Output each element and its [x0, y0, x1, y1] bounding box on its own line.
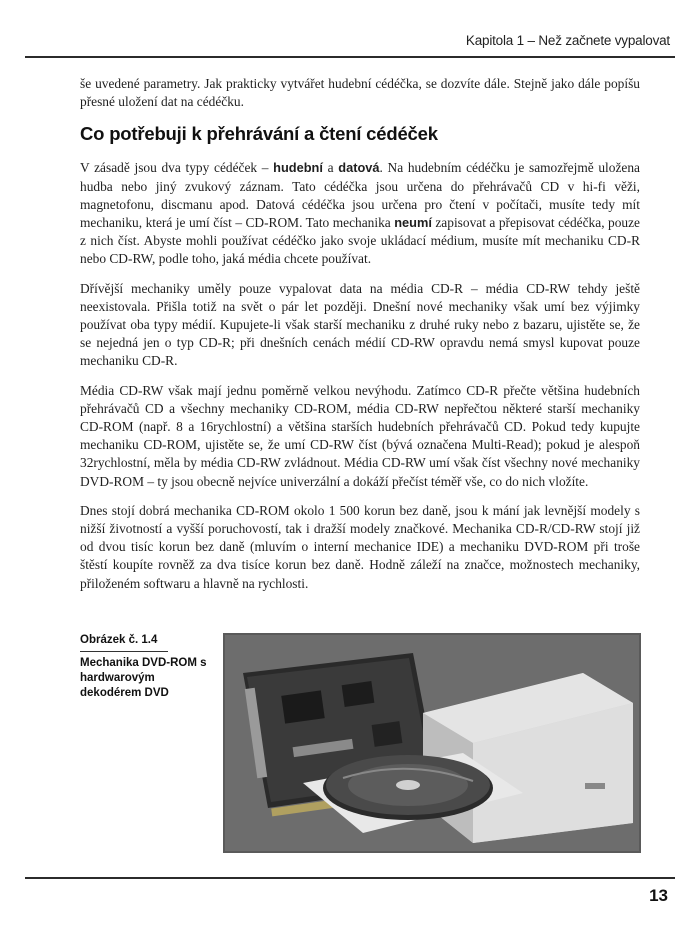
paragraph-2: Dřívější mechaniky uměly pouze vypalovat data na média CD-R – média CD-RW tehdy ještě neexistovala. Přišla totiž na svět o pár let později. Dnešní nové mechaniky však umí bez výjimky používat oba typy médií. Kupujete-li však starší mechaniku z druhé ruky nebo z bazaru, ujistěte se, že se nejedná jen o typ CD-R; při dnešních cenách médií CD-RW opravdu nemá smysl kupovat pouze mechaniku CD-R.: [80, 280, 640, 369]
p1-text-1: V zásadě jsou dva typy cédéček –: [80, 160, 274, 176]
figure-label: Obrázek č. 1.4: [80, 634, 158, 646]
section-heading: Co potřebuji k přehrávání a čtení cédéček: [80, 123, 438, 145]
header-rule: [25, 56, 675, 58]
figure-caption: [80, 633, 210, 701]
footer-rule: [25, 877, 675, 879]
p1-bold-hudebni: hudební: [273, 160, 323, 176]
p1-text-4: zapisovat a přepisovat cédéčka, pouze z nich číst. Abyste mohli používat cédéčko jako svoje ukládací médium, musíte mít mechaniku CD-R nebo CD-RW, podle toho, jaká média chcete používat.: [80, 215, 640, 267]
paragraph-4: Dnes stojí dobrá mechanika CD-ROM okolo 1 500 korun bez daně, jsou k mání jak levnější modely s nižší životností a vyšší poruchovostí, tak i dražší modely značkové. Mechanika CD-R/CD-RW stojí již od dvou tisíc korun bez daně (mluvím o interní mechanice IDE) a mechaniku DVD-ROM při troše štěstí koupíte rovněž za dva tisíce korun bez daně. Hodně záleží na značce, možnostech mechaniky, přiloženém softwaru a hlavně na rychlosti.: [80, 502, 640, 591]
p1-bold-datova: datová: [338, 160, 380, 176]
running-header: [0, 0, 700, 62]
page-number: 13: [649, 886, 668, 905]
figure-1-4: [80, 633, 640, 853]
chapter-title: Kapitola 1 – Než začnete vypalovat: [465, 33, 670, 48]
paragraph-1: [80, 159, 640, 268]
caption-rule: [80, 651, 168, 652]
p1-text-2: a: [322, 160, 339, 176]
main-text: [80, 75, 640, 604]
dvd-drive-photo: [223, 633, 641, 853]
intro-paragraph: še uvedené parametry. Jak prakticky vytvářet hudební cédéčka, se dozvíte dále. Stejně jako dále popíšu přesné uložení dat na cédéčku.: [80, 76, 640, 110]
paragraph-3: Média CD-RW však mají jednu poměrně velkou nevýhodu. Zatímco CD-R přečte většina hudebních přehrávačů CD a všechny mechaniky CD-ROM, média CD-RW nepřečtou některé starší mechaniky CD-ROM (např. 8 a 16rychlostní) a většina starších hudebních přehrávačů CD. Pokud tedy kupujte mechaniku CD-ROM, ujistěte se, že umí CD-RW číst (bývá označena Multi-Read); pokud je alespoň 32rychlostní, měla by média CD-RW zvládnout. Média CD-RW umí však číst všechny nové mechaniky DVD-ROM – ty jsou obecně nejvíce univerzální a dokáží přečíst téměř vše, co do nich vložíte.: [80, 382, 640, 489]
p1-text-3: . Na hudebním cédéčku je samozřejmě uložena hudba nebo jiný zvukový záznam. Tato cédéčka jsou určena do přehrávačů CD v hi-fi věži, magnetofonu, discmanu apod. Datová cédéčka jsou určena pro čtení v počítači, musíte tedy mít mechaniku, která je umí číst – CD-ROM. Tato mechanika: [80, 160, 640, 231]
p1-bold-neumi: neumí: [394, 215, 432, 231]
figure-caption-text: Mechanika DVD-ROM s hardwarovým dekodérem DVD: [80, 657, 207, 699]
